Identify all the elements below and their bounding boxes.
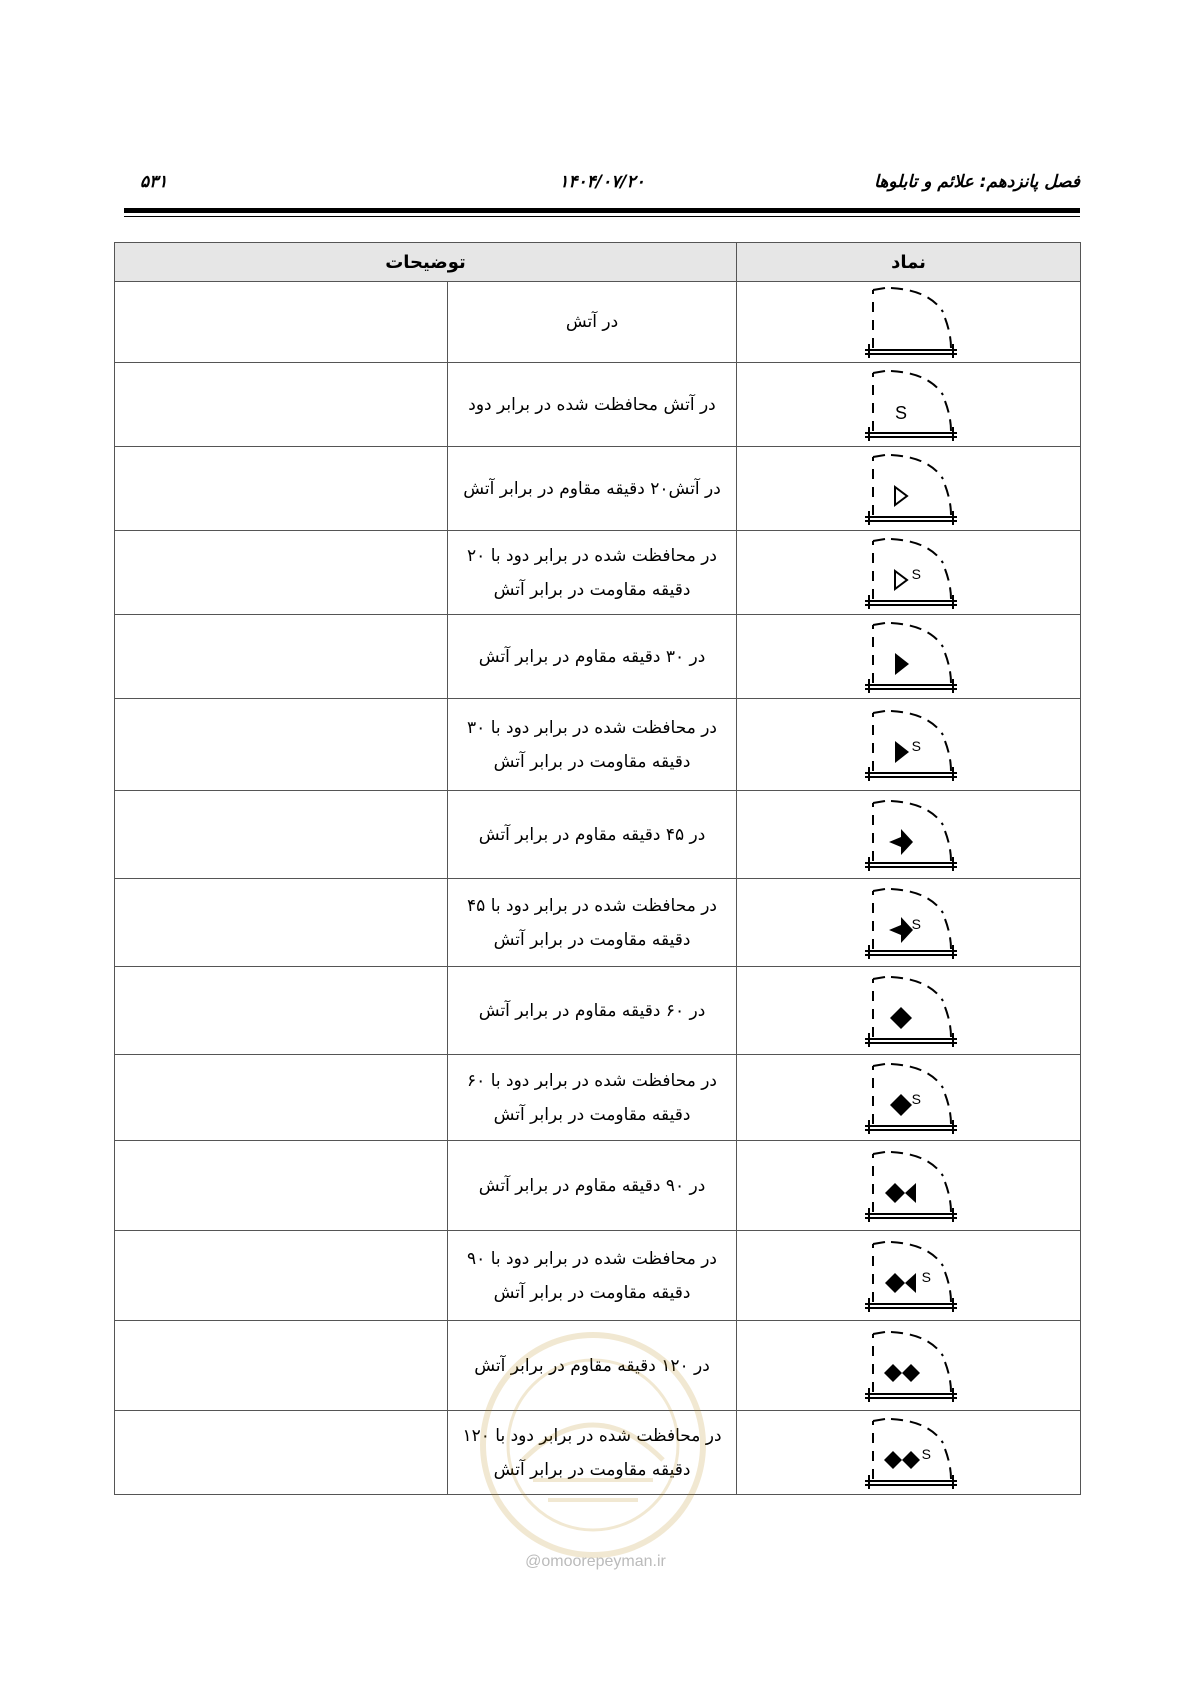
description-text: در محافظت شده در برابر دود با ۶۰ دقیقه مقاومت در برابر آتش xyxy=(448,1055,737,1141)
description-text: در آتش xyxy=(448,282,737,363)
door-symbol-cell xyxy=(737,363,1081,447)
door-symbol-cell xyxy=(737,1231,1081,1321)
door-symbol-cell xyxy=(737,967,1081,1055)
description-text: در آتش۲۰ دقیقه مقاوم در برابر آتش xyxy=(448,447,737,531)
description-extra-cell xyxy=(115,699,448,791)
door-symbol-cell xyxy=(737,615,1081,699)
table-row xyxy=(115,531,1081,615)
chapter-title: فصل پانزدهم: علائم و تابلوها xyxy=(874,172,1080,192)
header-rule-thick xyxy=(124,208,1080,213)
door-symbol-cell xyxy=(737,1411,1081,1495)
door-none-icon xyxy=(859,282,959,362)
description-extra-cell xyxy=(115,615,448,699)
description-text: در محافظت شده در برابر دود با ۴۵ دقیقه مقاومت در برابر آتش xyxy=(448,879,737,967)
column-header-symbol: نماد xyxy=(737,243,1081,282)
header-rule-thin xyxy=(124,216,1080,217)
table-row xyxy=(115,1231,1081,1321)
description-extra-cell xyxy=(115,1411,448,1495)
description-text: در ۶۰ دقیقه مقاوم در برابر آتش xyxy=(448,967,737,1055)
door-s-icon xyxy=(859,365,959,445)
door-diamond-s-icon xyxy=(859,1058,959,1138)
description-extra-cell xyxy=(115,531,448,615)
door-symbol-cell xyxy=(737,282,1081,363)
door-symbol-cell xyxy=(737,1321,1081,1411)
door-double-diamond-s-icon xyxy=(859,1413,959,1493)
description-text: در ۹۰ دقیقه مقاوم در برابر آتش xyxy=(448,1141,737,1231)
door-diamond-triangle-icon xyxy=(859,1146,959,1226)
table-row xyxy=(115,363,1081,447)
svg-text:S: S xyxy=(921,1268,931,1285)
description-text: در آتش محافظت شده در برابر دود xyxy=(448,363,737,447)
column-header-description: توضیحات xyxy=(115,243,737,282)
door-diamond-triangle-s-icon xyxy=(859,1236,959,1316)
table-row xyxy=(115,699,1081,791)
door-triangle-outline-icon xyxy=(859,449,959,529)
description-extra-cell xyxy=(115,282,448,363)
door-symbol-cell xyxy=(737,1055,1081,1141)
svg-text:S: S xyxy=(911,1090,921,1107)
door-symbol-cell xyxy=(737,791,1081,879)
description-extra-cell xyxy=(115,1231,448,1321)
page-number: ۵۳۱ xyxy=(140,172,168,192)
door-arrow-filled-icon xyxy=(859,795,959,875)
svg-text:S: S xyxy=(911,915,921,932)
header-date: ۱۴۰۴/۰۷/۲۰ xyxy=(559,172,645,192)
symbols-table xyxy=(114,242,1081,1495)
door-arrow-filled-s-icon xyxy=(859,883,959,963)
door-diamond-icon xyxy=(859,971,959,1051)
door-symbol-cell xyxy=(737,1141,1081,1231)
description-extra-cell xyxy=(115,1055,448,1141)
description-text: در ۳۰ دقیقه مقاوم در برابر آتش xyxy=(448,615,737,699)
table-row xyxy=(115,879,1081,967)
table-header-row xyxy=(115,243,1081,282)
description-text: در ۱۲۰ دقیقه مقاوم در برابر آتش xyxy=(448,1321,737,1411)
description-extra-cell xyxy=(115,447,448,531)
svg-text:S: S xyxy=(921,1445,931,1462)
description-extra-cell xyxy=(115,363,448,447)
table-row xyxy=(115,282,1081,363)
door-double-diamond-icon xyxy=(859,1326,959,1406)
description-text: در ۴۵ دقیقه مقاوم در برابر آتش xyxy=(448,791,737,879)
description-extra-cell xyxy=(115,1321,448,1411)
description-text: در محافظت شده در برابر دود با ۱۲۰ دقیقه مقاومت در برابر آتش xyxy=(448,1411,737,1495)
description-extra-cell xyxy=(115,791,448,879)
door-triangle-filled-s-icon xyxy=(859,705,959,785)
door-triangle-filled-icon xyxy=(859,617,959,697)
description-extra-cell xyxy=(115,967,448,1055)
description-extra-cell xyxy=(115,879,448,967)
door-symbol-cell xyxy=(737,447,1081,531)
table-row xyxy=(115,1055,1081,1141)
door-triangle-outline-s-icon xyxy=(859,533,959,613)
svg-text:S: S xyxy=(894,402,907,423)
description-text: در محافظت شده در برابر دود با ۲۰ دقیقه مقاومت در برابر آتش xyxy=(448,531,737,615)
table-row xyxy=(115,1141,1081,1231)
door-symbol-cell xyxy=(737,879,1081,967)
svg-text:S: S xyxy=(911,565,921,582)
table-row xyxy=(115,447,1081,531)
description-text: در محافظت شده در برابر دود با ۳۰ دقیقه مقاومت در برابر آتش xyxy=(448,699,737,791)
watermark-text: @omoorepeyman.ir xyxy=(525,1553,666,1570)
table-row xyxy=(115,967,1081,1055)
description-text: در محافظت شده در برابر دود با ۹۰ دقیقه مقاومت در برابر آتش xyxy=(448,1231,737,1321)
description-extra-cell xyxy=(115,1141,448,1231)
table-row xyxy=(115,791,1081,879)
door-symbol-cell xyxy=(737,699,1081,791)
svg-text:S: S xyxy=(911,737,921,754)
table-row xyxy=(115,615,1081,699)
door-symbol-cell xyxy=(737,531,1081,615)
page-header xyxy=(124,172,1080,202)
watermark-seal-icon xyxy=(478,1330,708,1560)
